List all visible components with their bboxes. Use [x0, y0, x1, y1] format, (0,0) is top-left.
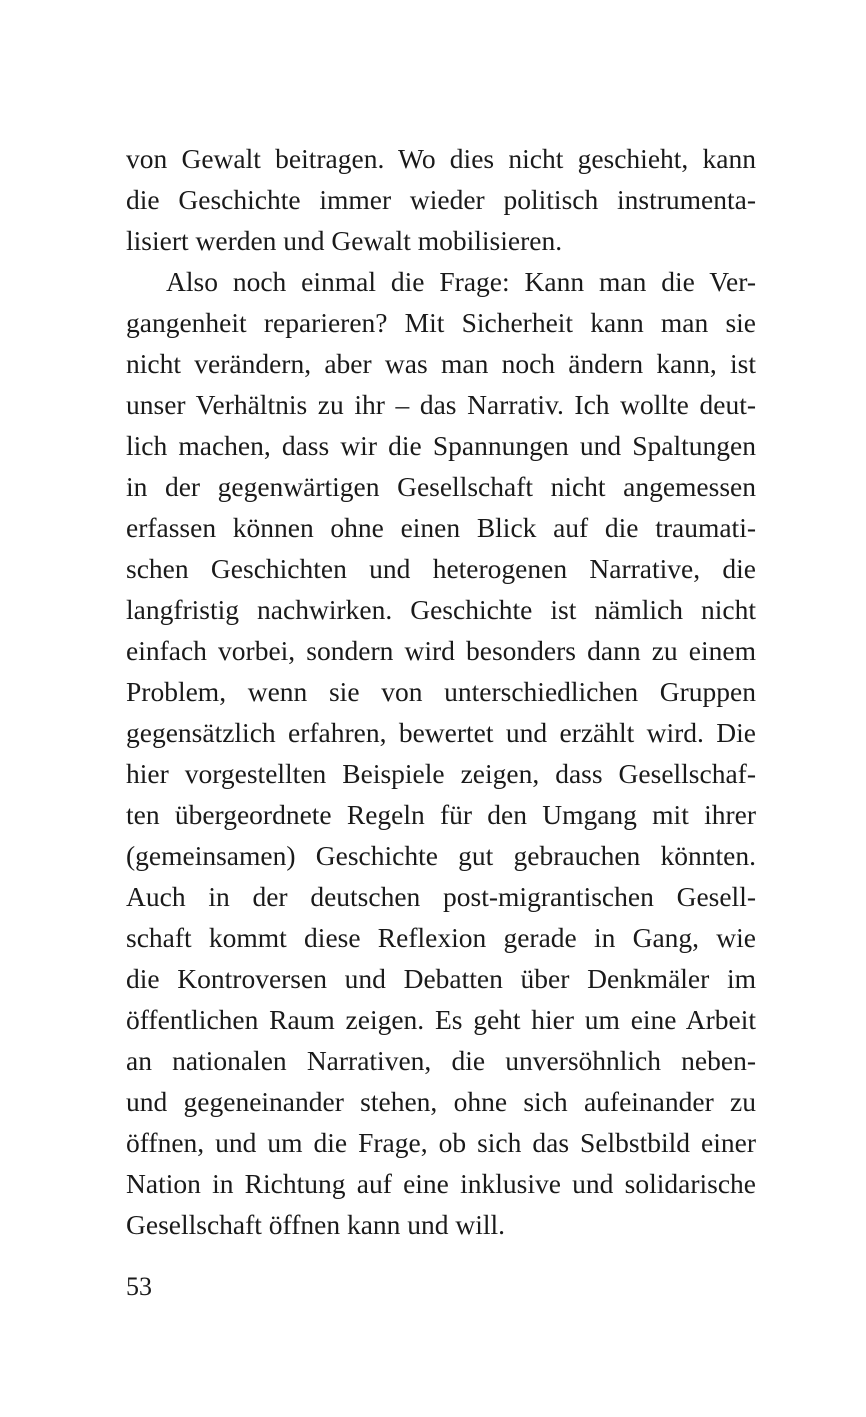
text-line: gegensätzlich erfahren, bewertet und erzählt wird. Die: [126, 717, 756, 748]
text-line: lich machen, dass wir die Spannungen und Spaltungen: [126, 430, 756, 461]
text-line: und gegeneinander stehen, ohne sich aufeinander zu: [126, 1086, 756, 1117]
text-line: öffentlichen Raum zeigen. Es geht hier um eine Arbeit: [126, 1004, 756, 1035]
text-line: (gemeinsamen) Geschichte gut gebrauchen könnten.: [126, 840, 756, 871]
text-line: schaft kommt diese Reflexion gerade in Gang, wie: [126, 922, 756, 953]
text-line: Gesellschaft öffnen kann und will.: [126, 1209, 506, 1240]
page-number: 53: [126, 1272, 152, 1301]
text-line: Problem, wenn sie von unterschiedlichen Gruppen: [126, 676, 756, 707]
text-line: die Geschichte immer wieder politisch instrumenta-: [126, 184, 756, 215]
text-line: die Kontroversen und Debatten über Denkmäler im: [126, 963, 756, 994]
text-line: in der gegenwärtigen Gesellschaft nicht angemessen: [126, 471, 756, 502]
text-line: hier vorgestellten Beispiele zeigen, dass Gesellschaf-: [126, 758, 756, 789]
text-line: erfassen können ohne einen Blick auf die traumati-: [126, 512, 756, 543]
text-line: lisiert werden und Gewalt mobilisieren.: [126, 225, 563, 256]
text-line: öffnen, und um die Frage, ob sich das Selbstbild einer: [126, 1127, 756, 1158]
paragraph-first-line: Also noch einmal die Frage: Kann man die Ver-: [166, 266, 756, 297]
text-line: von Gewalt beitragen. Wo dies nicht geschieht, kann: [126, 143, 756, 174]
text-line: schen Geschichten und heterogenen Narrative, die: [126, 553, 756, 584]
text-line: einfach vorbei, sondern wird besonders dann zu einem: [126, 635, 756, 666]
text-line: nicht verändern, aber was man noch ändern kann, ist: [126, 348, 756, 379]
text-line: langfristig nachwirken. Geschichte ist nämlich nicht: [126, 594, 756, 625]
text-line: Auch in der deutschen post-migrantischen Gesell-: [126, 881, 756, 912]
text-line: unser Verhältnis zu ihr – das Narrativ. Ich wollte deut-: [126, 389, 756, 420]
text-line: gangenheit reparieren? Mit Sicherheit kann man sie: [126, 307, 756, 338]
text-line: Nation in Richtung auf eine inklusive und solidarische: [126, 1168, 756, 1199]
body-text: [126, 138, 756, 1245]
text-line: ten übergeordnete Regeln für den Umgang mit ihrer: [126, 799, 756, 830]
text-line: an nationalen Narrativen, die unversöhnlich neben-: [126, 1045, 756, 1076]
